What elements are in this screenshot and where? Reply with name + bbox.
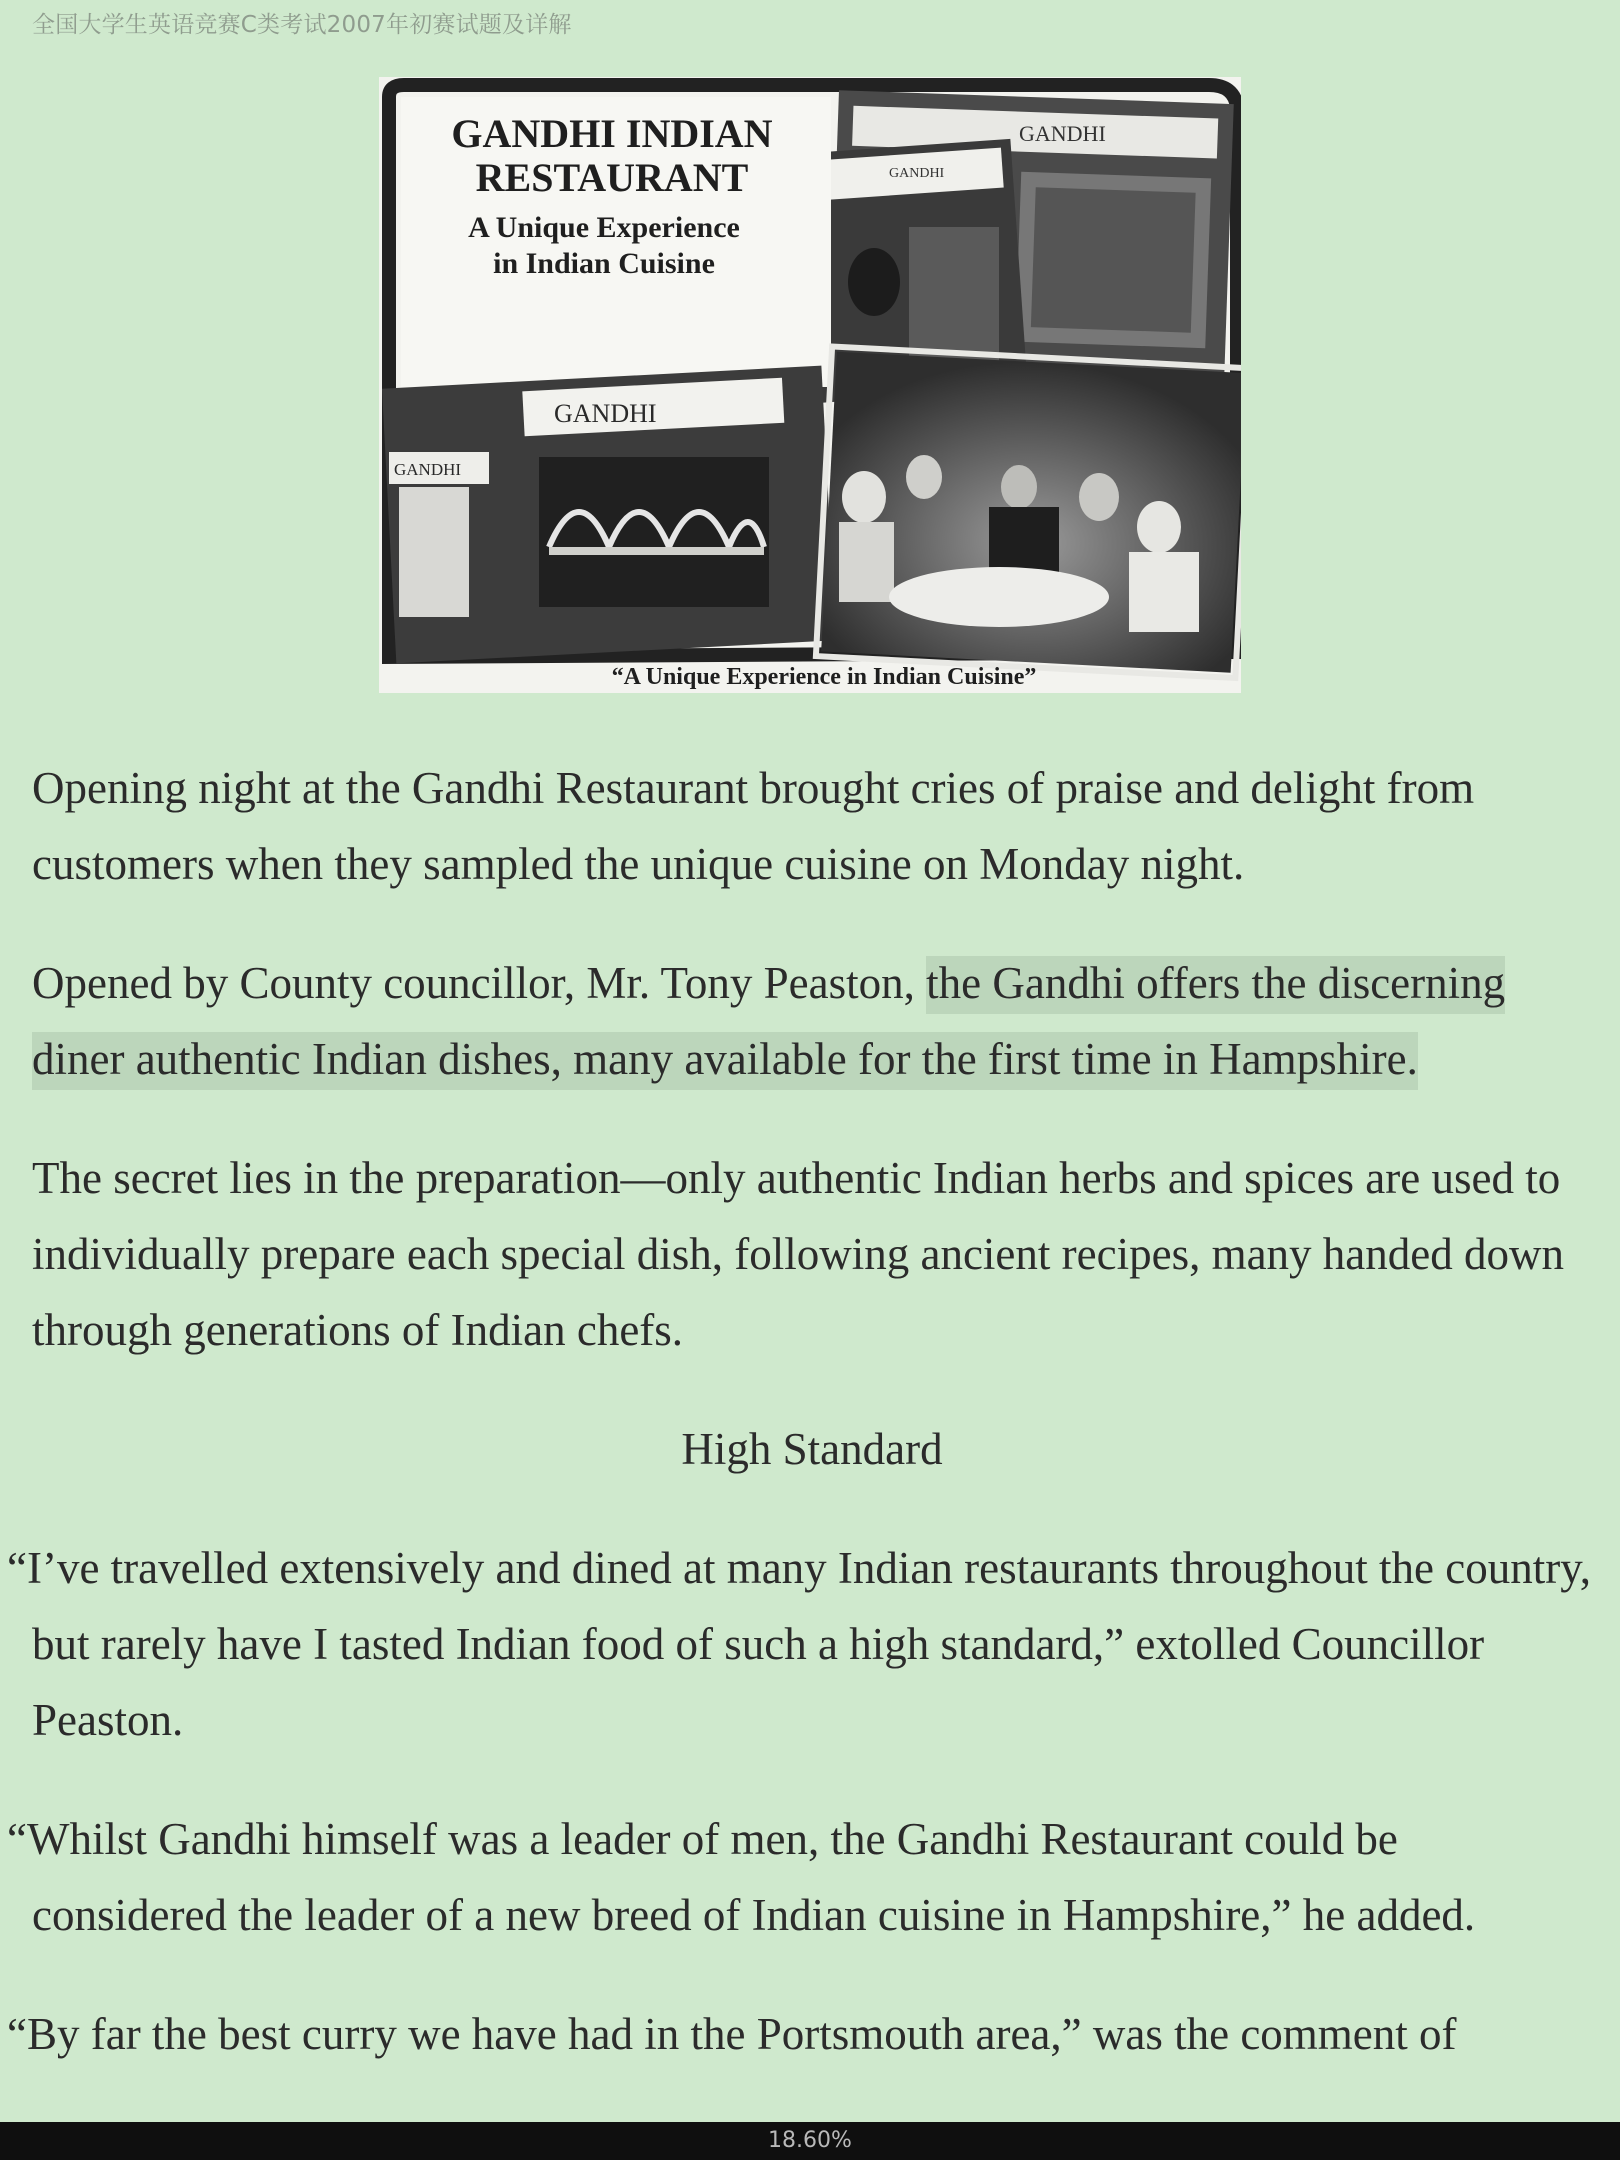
photo-storefront <box>382 366 836 664</box>
paragraph-opened-by-text: Opened by County councillor, Mr. Tony Peaston, <box>32 958 927 1008</box>
sign-gandhi-top: GANDHI <box>1019 121 1106 146</box>
paragraph-opening-night: Opening night at the Gandhi Restaurant brought cries of praise and delight from customers when they sampled the unique cuisine on Monday night. <box>32 763 1475 889</box>
restaurant-advert-image <box>379 77 1241 693</box>
photo-diners <box>816 346 1241 678</box>
tagline-line-1: A Unique Experience <box>468 211 740 244</box>
quote-leader-of-men: “Whilst Gandhi himself was a leader of men, the Gandhi Restaurant could be considered the leader of a new breed of Indian cuisine in Hampshire,” he added. <box>7 1814 1476 1940</box>
article-body <box>7 750 1592 2115</box>
sign-gandhi-storefront: GANDHI <box>554 399 657 428</box>
tagline-line-2: in Indian Cuisine <box>493 247 715 280</box>
paragraph-secret: The secret lies in the preparation—only authentic Indian herbs and spices are used to individually prepare each special dish, following ancient recipes, many handed down through generations of Indian chefs. <box>32 1153 1564 1355</box>
quote-best-curry: “By far the best curry we have had in the Portsmouth area,” was the comment of <box>7 2009 1457 2059</box>
quote-travelled: “I’ve travelled extensively and dined at many Indian restaurants throughout the country, but rarely have I tasted Indian food of such a high standard,” extolled Councillor Peaston. <box>7 1543 1592 1745</box>
headline-line-1: GANDHI INDIAN <box>451 111 773 156</box>
highlighted-text[interactable]: the Gandhi offers the discerning diner authentic Indian dishes, many available for the first time in Hampshire. <box>32 956 1505 1090</box>
book-title-header: 全国大学生英语竞赛C类考试2007年初赛试题及详解 <box>32 12 572 38</box>
subheading-high-standard: High Standard <box>681 1424 943 1474</box>
reading-progress-value: 18.60% <box>768 2128 852 2153</box>
sign-gandhi-doorway: GANDHI <box>889 166 945 181</box>
advert-caption: “A Unique Experience in Indian Cuisine” <box>611 664 1037 690</box>
headline-line-2: RESTAURANT <box>475 155 749 200</box>
reading-progress-bar <box>0 2122 1620 2160</box>
sign-gandhi-small: GANDHI <box>394 460 462 479</box>
advert-collage <box>379 77 1241 693</box>
paragraph-opened-by <box>32 945 1592 1097</box>
